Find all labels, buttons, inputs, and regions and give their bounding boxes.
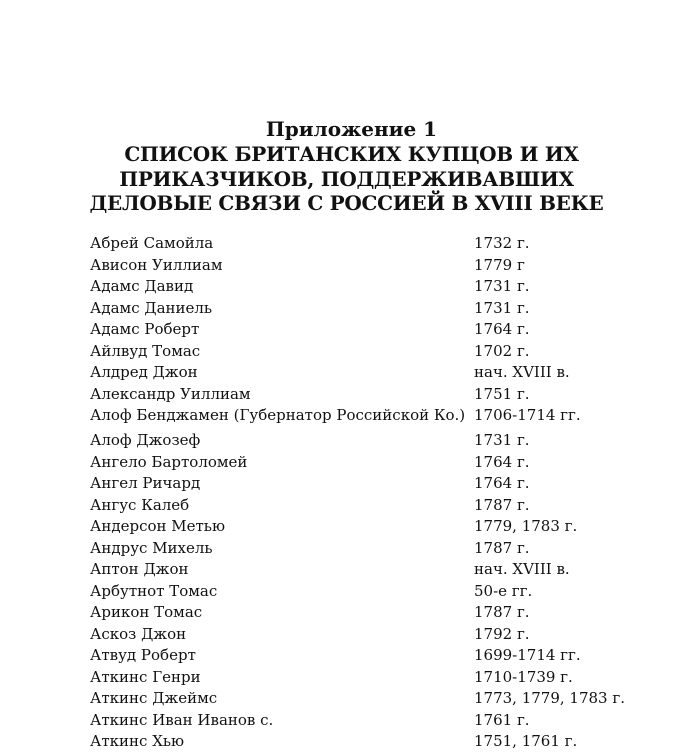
merchant-name: Алоф Джозеф	[90, 431, 201, 449]
list-item	[90, 452, 650, 474]
list-item	[90, 384, 650, 406]
merchant-name: Александр Уиллиам	[90, 384, 251, 403]
merchant-name: Аптон Джон	[90, 560, 189, 578]
title-line-3: ДЕЛОВЫЕ СВЯЗИ С РОССИЕЙ В XVIII ВЕКЕ	[89, 191, 604, 215]
list-item	[90, 624, 650, 646]
list-item	[90, 559, 650, 581]
list-item	[90, 516, 650, 538]
list-item	[90, 710, 650, 732]
merchant-period: 1787 г.	[474, 603, 530, 621]
list-item	[90, 602, 650, 624]
merchant-period: 1702 г.	[474, 341, 530, 360]
list-item	[90, 298, 650, 320]
list-item	[90, 362, 650, 384]
merchant-period: нач. XVIII в.	[474, 363, 570, 381]
merchant-name: Аткинс Джеймс	[90, 689, 218, 707]
merchant-period: 1751 г.	[474, 384, 530, 403]
list-item	[90, 495, 650, 517]
list-item	[90, 276, 650, 298]
merchant-period: 1792 г.	[474, 624, 530, 643]
merchant-period: 1710-1739 г.	[474, 667, 573, 686]
merchant-name: Адамс Давид	[90, 277, 194, 295]
merchant-name: Ангус Калеб	[90, 495, 190, 514]
list-item	[90, 233, 650, 255]
merchant-period: 1779 г	[474, 255, 525, 274]
merchant-period: нач. XVIII в.	[474, 560, 570, 578]
merchant-name: Андрус Михель	[90, 538, 213, 557]
merchant-period: 1731 г.	[474, 298, 530, 317]
merchant-name: Аткинс Иван Иванов с.	[90, 710, 274, 729]
merchant-period: 1764 г.	[474, 320, 530, 338]
merchant-name: Аскоз Джон	[90, 624, 187, 643]
list-item	[90, 430, 650, 452]
merchant-period: 1731 г.	[474, 277, 530, 295]
merchant-period: 1764 г.	[474, 474, 530, 492]
merchant-name: Адамс Роберт	[90, 320, 200, 338]
list-item	[90, 645, 650, 667]
merchant-name: Абрей Самойла	[90, 234, 214, 252]
list-item	[90, 255, 650, 277]
appendix-label: Приложение 1	[265, 117, 438, 141]
merchant-name: Алдред Джон	[90, 363, 198, 381]
list-item	[90, 319, 650, 341]
merchant-name: Атвуд Роберт	[90, 646, 196, 664]
list-item	[90, 581, 650, 603]
merchant-name: Адамс Даниель	[90, 298, 213, 317]
merchant-period: 1732 г.	[474, 234, 530, 252]
merchant-name: Арикон Томас	[90, 603, 203, 621]
list-item	[90, 731, 650, 753]
merchant-period: 1773, 1779, 1783 г.	[474, 689, 625, 707]
merchant-name: Аткинс Генри	[90, 667, 201, 686]
merchant-list	[90, 233, 650, 753]
list-item	[90, 405, 650, 430]
title-line-1: СПИСОК БРИТАНСКИХ КУПЦОВ И ИХ	[124, 142, 579, 166]
merchant-name: Андерсон Метью	[90, 517, 226, 535]
merchant-period: 1706-1714 гг.	[474, 406, 581, 424]
merchant-period: 1699-1714 гг.	[474, 646, 581, 664]
merchant-period: 1731 г.	[474, 431, 530, 449]
merchant-name: Ангело Бартоломей	[90, 452, 248, 471]
merchant-name: Ангел Ричард	[90, 474, 201, 492]
merchant-period: 1787 г.	[474, 495, 530, 514]
merchant-name: Ависон Уиллиам	[90, 255, 223, 274]
heading-block	[0, 116, 673, 216]
merchant-period: 1761 г.	[474, 710, 530, 729]
list-item	[90, 688, 650, 710]
merchant-period: 1764 г.	[474, 452, 530, 471]
merchant-name: Арбутнот Томас	[90, 581, 218, 600]
merchant-period: 1751, 1761 г.	[474, 732, 578, 750]
list-item	[90, 341, 650, 363]
merchant-period: 50-е гг.	[474, 581, 533, 600]
list-item	[90, 667, 650, 689]
merchant-name: Айлвуд Томас	[90, 341, 201, 360]
merchant-name: Аткинс Хью	[90, 732, 185, 750]
list-item	[90, 473, 650, 495]
list-item	[90, 538, 650, 560]
merchant-period: 1779, 1783 г.	[474, 517, 578, 535]
merchant-name: Алоф Бенджамен (Губернатор Российской Ко.)	[90, 406, 466, 424]
title-line-2: ПРИКАЗЧИКОВ, ПОДДЕРЖИВАВШИХ	[119, 166, 574, 191]
merchant-period: 1787 г.	[474, 538, 530, 557]
